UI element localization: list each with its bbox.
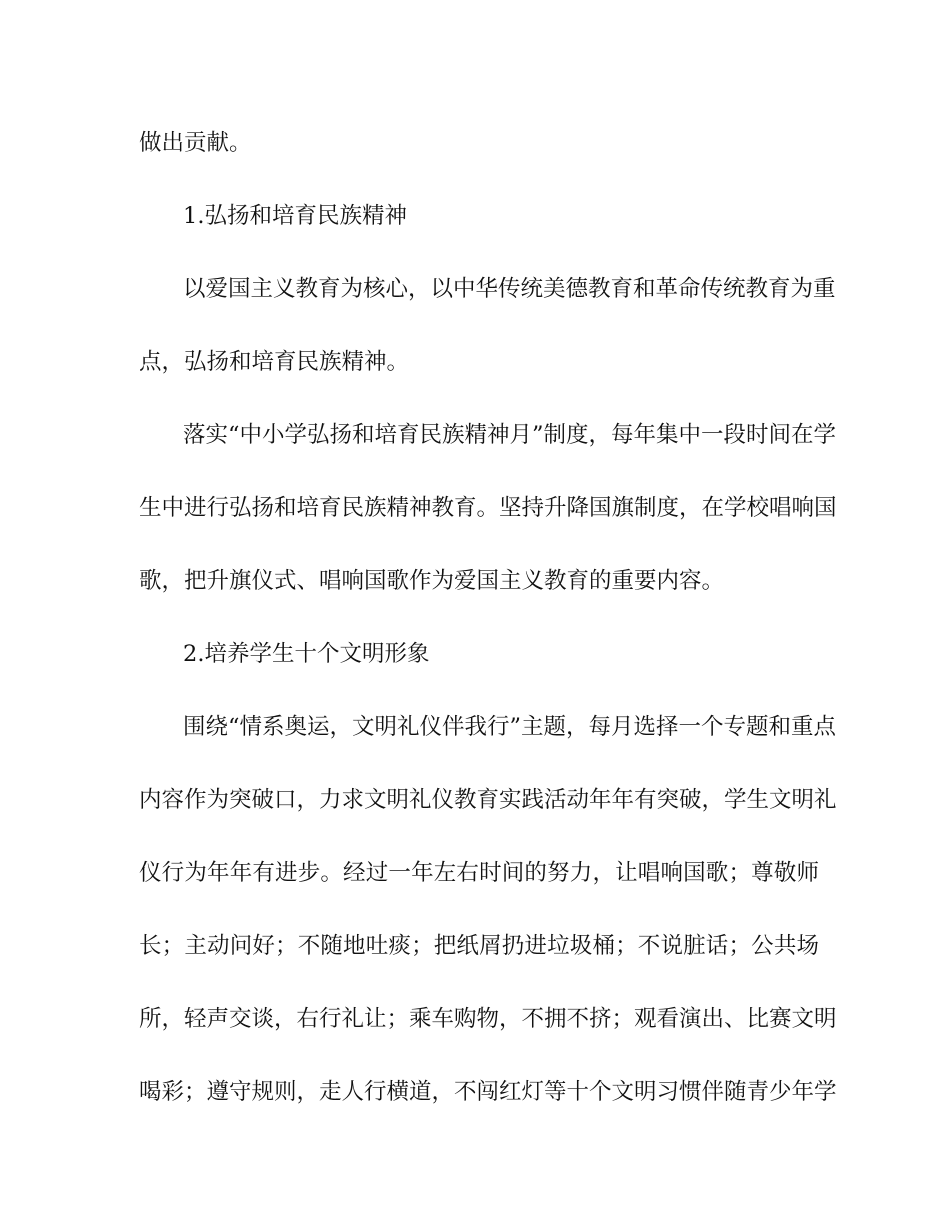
paragraph-line: 喝彩；遵守规则，走人行横道，不闯红灯等十个文明习惯伴随青少年学 [139, 1079, 837, 1105]
paragraph-line: 围绕“情系奥运，文明礼仪伴我行”主题，每月选择一个专题和重点 [183, 714, 837, 740]
section-heading: 2.培养学生十个文明形象 [183, 641, 430, 667]
paragraph-line: 歌，把升旗仪式、唱响国歌作为爱国主义教育的重要内容。 [139, 568, 725, 594]
paragraph-line: 内容作为突破口，力求文明礼仪教育实践活动年年有突破，学生文明礼 [139, 787, 837, 813]
section-heading: 1.弘扬和培育民族精神 [183, 203, 407, 229]
paragraph-line: 长；主动问好；不随地吐痰；把纸屑扔进垃圾桶；不说脏话；公共场 [139, 933, 819, 959]
paragraph-line: 落实“中小学弘扬和培育民族精神月”制度，每年集中一段时间在学 [183, 422, 837, 448]
paragraph-line: 点，弘扬和培育民族精神。 [139, 349, 410, 375]
paragraph-line: 做出贡献。 [139, 130, 252, 156]
paragraph-line: 生中进行弘扬和培育民族精神教育。坚持升降国旗制度，在学校唱响国 [139, 495, 837, 521]
paragraph-line: 所，轻声交谈，右行礼让；乘车购物，不拥不挤；观看演出、比赛文明 [139, 1006, 837, 1032]
paragraph-line: 仪行为年年有进步。经过一年左右时间的努力，让唱响国歌；尊敬师 [139, 860, 819, 886]
paragraph-line: 以爱国主义教育为核心，以中华传统美德教育和革命传统教育为重 [183, 276, 836, 302]
